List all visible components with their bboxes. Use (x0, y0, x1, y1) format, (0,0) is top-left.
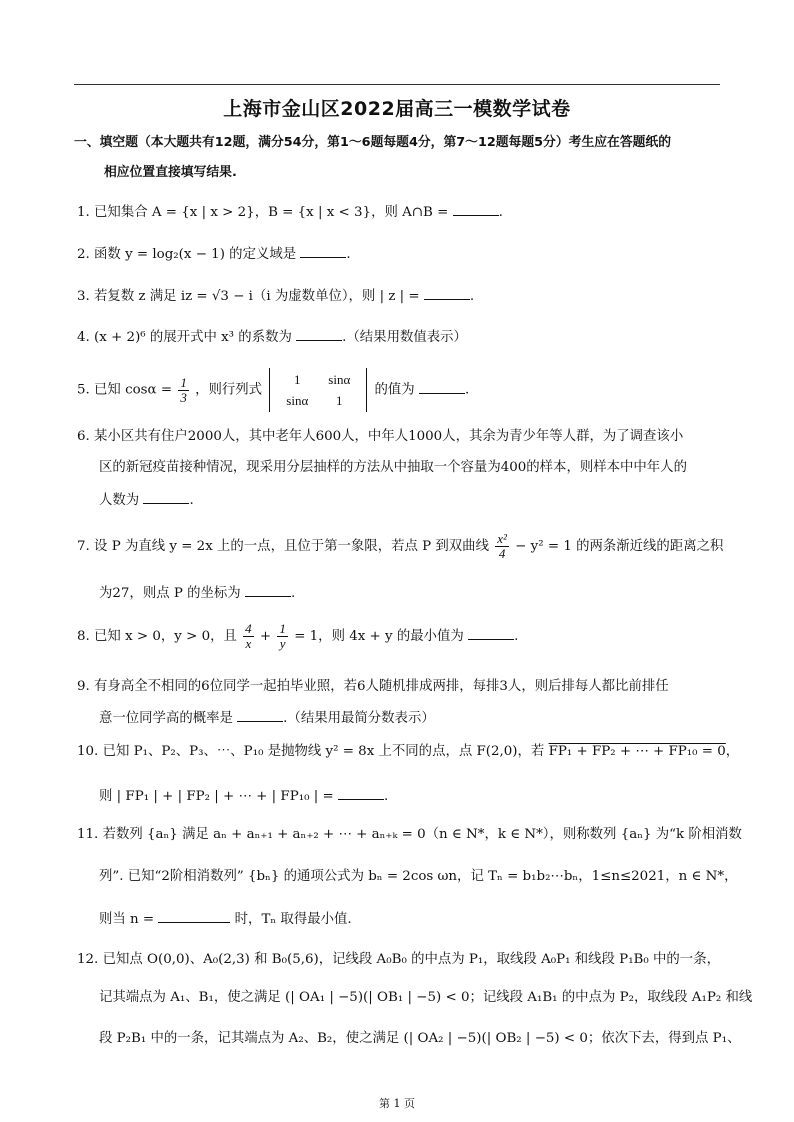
question-7-line2 (99, 584, 295, 603)
plus-sign: + (259, 629, 272, 644)
question-end: . (383, 789, 389, 804)
question-6-line3 (99, 491, 194, 510)
question-8 (77, 618, 518, 656)
question-text: 设 P 为直线 y = 2x 上的一点，且位于第一象限，若点 P 到双曲线 (94, 539, 489, 554)
det-cell: 1 (294, 372, 301, 387)
question-4 (77, 328, 467, 347)
question-text: (x + 2)⁶ 的展开式中 x³ 的系数为 (94, 330, 292, 345)
question-text: 已知 x > 0，y > 0，且 (94, 629, 237, 644)
page-footer: 第 1 页 (379, 1097, 415, 1110)
question-1 (77, 203, 503, 222)
question-text: − y² = 1 的两条渐近线的距离之积 (515, 539, 724, 554)
question-end: . (189, 493, 194, 508)
question-number: 2. (77, 247, 90, 262)
det-cell: sinα (286, 393, 309, 408)
question-number: 7. (77, 539, 90, 554)
question-number: 4. (77, 330, 90, 345)
question-text: 人数为 (99, 493, 140, 508)
question-number: 3. (77, 289, 90, 304)
question-11-line3 (99, 910, 352, 929)
det-cell: 1 (336, 393, 343, 408)
det-cell: sinα (328, 372, 351, 387)
answer-blank (453, 203, 499, 216)
question-text: 某小区共有住户2000人，其中老年人600人，中年人1000人，其余为青少年等人群，为了调查该小 (94, 429, 684, 444)
question-number: 10. (77, 744, 99, 759)
question-9-line1 (77, 678, 669, 696)
question-text: 有身高全不相同的6位同学一起拍毕业照，若6人随机排成两排，每排3人，则后排每人都比前排任 (94, 679, 669, 694)
question-text: 已知 cosα = (94, 382, 173, 398)
determinant (269, 368, 367, 412)
question-text: 已知集合 A = {x | x > 2}，B = {x | x < 3}，则 A∩B = (94, 205, 449, 220)
question-text: 意一位同学高的概率是 (99, 711, 233, 726)
question-text: 已知 P₁、P₂、P₃、⋯、P₁₀ 是抛物线 y² = 8x 上不同的点，点 F(2,0)，若 (102, 744, 545, 759)
answer-blank (424, 287, 470, 300)
fraction: $\frac{1}{y}$ (279, 621, 286, 651)
question-12-line1 (77, 951, 720, 969)
question-text: 函数 y = log₂(x − 1) 的定义域是 (94, 247, 297, 262)
question-number: 12. (77, 952, 99, 967)
answer-blank (296, 328, 342, 341)
section-header-line2: 相应位置直接填写结果. (104, 165, 237, 180)
page-title: 上海市金山区2022届高三一模数学试卷 (223, 98, 571, 120)
fraction: $\frac{\text{x²}}{4}$ (497, 531, 507, 561)
question-6-line1 (77, 428, 683, 446)
answer-blank (237, 709, 283, 722)
question-number: 1. (77, 205, 90, 220)
question-end: . (464, 382, 470, 398)
question-11-line2: 列”. 已知“2阶相消数列” {bₙ} 的通项公式为 bₙ = 2cos ωn，记 Tₙ = b₁b₂⋯bₙ，1≤n≤2021，n ∈ N*， (99, 869, 738, 884)
question-3 (77, 287, 474, 306)
question-text: 则当 n = (99, 912, 155, 927)
answer-blank (419, 381, 465, 394)
answer-blank (143, 491, 189, 504)
question-number: 5. (77, 382, 90, 398)
answer-blank (338, 787, 384, 800)
question-12-line2: 记其端点为 A₁、B₁，使之满足 (| OA₁ | −5)(| OB₁ | −5) < 0；记线段 A₁B₁ 的中点为 P₂，取线段 A₁P₂ 和线 (99, 990, 753, 1005)
question-text: 时，Tₙ 取得最小值. (234, 912, 352, 927)
question-12-line3: 段 P₂B₁ 中的一条，记其端点为 A₂、B₂，使之满足 (| OA₂ | −5)(| OB₂ | −5) < 0；依次下去，得到点 P₁、 (99, 1031, 741, 1046)
question-end: . (346, 247, 351, 262)
question-5 (77, 368, 469, 413)
question-text: 的值为 (374, 382, 415, 398)
question-end: . (469, 289, 475, 304)
question-2 (77, 245, 351, 264)
question-number: 8. (77, 629, 90, 644)
question-text: ，则行列式 (195, 382, 263, 398)
fraction: $\frac{4}{x}$ (245, 621, 252, 651)
question-end: . (498, 205, 503, 220)
question-9-line2 (99, 709, 435, 728)
question-end: .（结果用数值表示） (342, 330, 467, 345)
question-number: 11. (77, 827, 99, 842)
question-end: . (514, 629, 519, 644)
question-text: 为27，则点 P 的坐标为 (99, 586, 241, 601)
fraction: $\frac{1}{3}$ (180, 374, 187, 405)
answer-blank (468, 627, 514, 640)
punctuation: ， (725, 744, 740, 759)
question-text: 若复数 z 满足 iz = √3 − i（i 为虚数单位），则 | z | = (94, 289, 420, 304)
question-11-line1 (77, 826, 742, 844)
vector-sum: FP₁ + FP₂ + ⋯ + FP₁₀ = 0 (548, 744, 726, 759)
question-text: = 1，则 4x + y 的最小值为 (294, 629, 464, 644)
section-header-line1: 一、填空题（本大题共有12题，满分54分，第1～6题每题4分，第7～12题每题5分）考生应在答题纸的 (74, 135, 672, 150)
question-text: 已知点 O(0,0)、A₀(2,3) 和 B₀(5,6)，记线段 A₀B₀ 的中点为 P₁，取线段 A₀P₁ 和线段 P₁B₀ 中的一条， (102, 952, 720, 967)
question-10-line1 (77, 743, 739, 761)
answer-blank (300, 245, 346, 258)
question-end: .（结果用最简分数表示） (283, 711, 435, 726)
question-end: . (290, 586, 296, 601)
answer-blank (158, 910, 230, 923)
question-text: 则 | FP₁ | + | FP₂ | + ⋯ + | FP₁₀ | = (99, 789, 334, 804)
question-text: 若数列 {aₙ} 满足 aₙ + aₙ₊₁ + aₙ₊₂ + ⋯ + aₙ₊ₖ = 0（n ∈ N*，k ∈ N*），则称数列 {aₙ} 为“k 阶相消数 (102, 827, 742, 842)
question-number: 6. (77, 429, 90, 444)
question-6-line2: 区的新冠疫苗接种情况，现采用分层抽样的方法从中抽取一个容量为400的样本，则样本中中年人的 (99, 460, 687, 475)
top-rule (74, 84, 720, 85)
question-7-line1 (77, 528, 723, 566)
answer-blank (245, 584, 291, 597)
question-number: 9. (77, 679, 90, 694)
question-10-line2 (99, 787, 388, 806)
